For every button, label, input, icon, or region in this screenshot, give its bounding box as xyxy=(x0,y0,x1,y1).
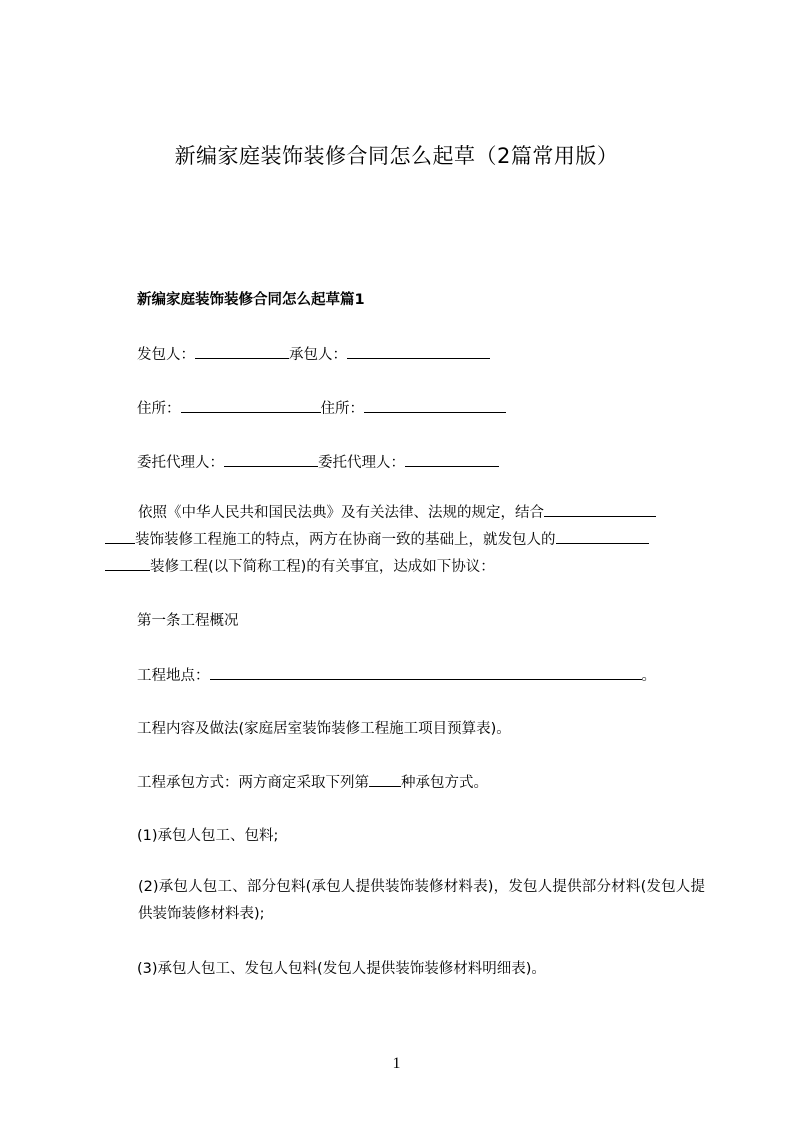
intro-text-2: 装饰装修工程施工的特点，两方在协商一致的基础上，就发包人的 xyxy=(135,532,556,548)
employer-project-blank[interactable] xyxy=(556,528,649,544)
mode-line xyxy=(137,771,488,794)
intro-line-2 xyxy=(105,527,705,554)
employer-agent-blank[interactable] xyxy=(224,451,318,467)
contractor-label: 承包人： xyxy=(289,347,347,363)
intro-text-1: 依照《中华人民共和国民法典》及有关法律、法规的规定，结合 xyxy=(138,505,544,521)
section-heading: 新编家庭装饰装修合同怎么起草篇1 xyxy=(137,292,365,308)
site-blank[interactable] xyxy=(210,664,642,680)
employer-address-label: 住所： xyxy=(137,401,181,417)
page-number: 1 xyxy=(392,1055,401,1072)
article-1-heading: 第一条工程概况 xyxy=(137,613,239,629)
mode-text-2: 种承包方式。 xyxy=(401,775,488,791)
site-end: 。 xyxy=(641,668,656,684)
employer-blank[interactable] xyxy=(195,343,289,359)
employer-label: 发包人： xyxy=(137,347,195,363)
address-line xyxy=(137,397,506,420)
agent-line xyxy=(137,451,499,474)
employer-agent-label: 委托代理人： xyxy=(137,455,224,471)
project-name-blank-cont[interactable] xyxy=(105,528,135,544)
option-1: (1)承包人包工、包料; xyxy=(137,828,279,844)
intro-text-3: 装修工程(以下简称工程)的有关事宜，达成如下协议： xyxy=(150,559,495,575)
party-line xyxy=(137,343,490,366)
project-name-blank[interactable] xyxy=(544,501,656,517)
contractor-agent-blank[interactable] xyxy=(405,451,499,467)
site-label: 工程地点： xyxy=(137,668,210,684)
employer-project-blank-cont[interactable] xyxy=(105,555,150,571)
content-line: 工程内容及做法(家庭居室装饰装修工程施工项目预算表)。 xyxy=(137,721,511,737)
option-2-text: (2)承包人包工、部分包料(承包人提供装饰装修材料表)，发包人提供部分材料(发包人提供装饰装修材料表); xyxy=(138,879,705,922)
contractor-agent-label: 委托代理人： xyxy=(318,455,405,471)
employer-address-blank[interactable] xyxy=(181,397,321,413)
contractor-blank[interactable] xyxy=(347,343,490,359)
intro-paragraph xyxy=(105,500,705,581)
document-title: 新编家庭装饰装修合同怎么起草（2篇常用版） xyxy=(174,144,619,168)
site-line xyxy=(137,664,656,687)
option-3: (3)承包人包工、发包人包料(发包人提供装饰装修材料明细表)。 xyxy=(137,961,546,977)
mode-blank[interactable] xyxy=(369,771,401,787)
option-2 xyxy=(105,874,705,928)
contractor-address-label: 住所： xyxy=(320,401,364,417)
mode-text-1: 工程承包方式：两方商定采取下列第 xyxy=(137,775,369,791)
intro-line-1 xyxy=(105,500,705,527)
intro-line-3 xyxy=(105,554,705,581)
contractor-address-blank[interactable] xyxy=(364,397,506,413)
